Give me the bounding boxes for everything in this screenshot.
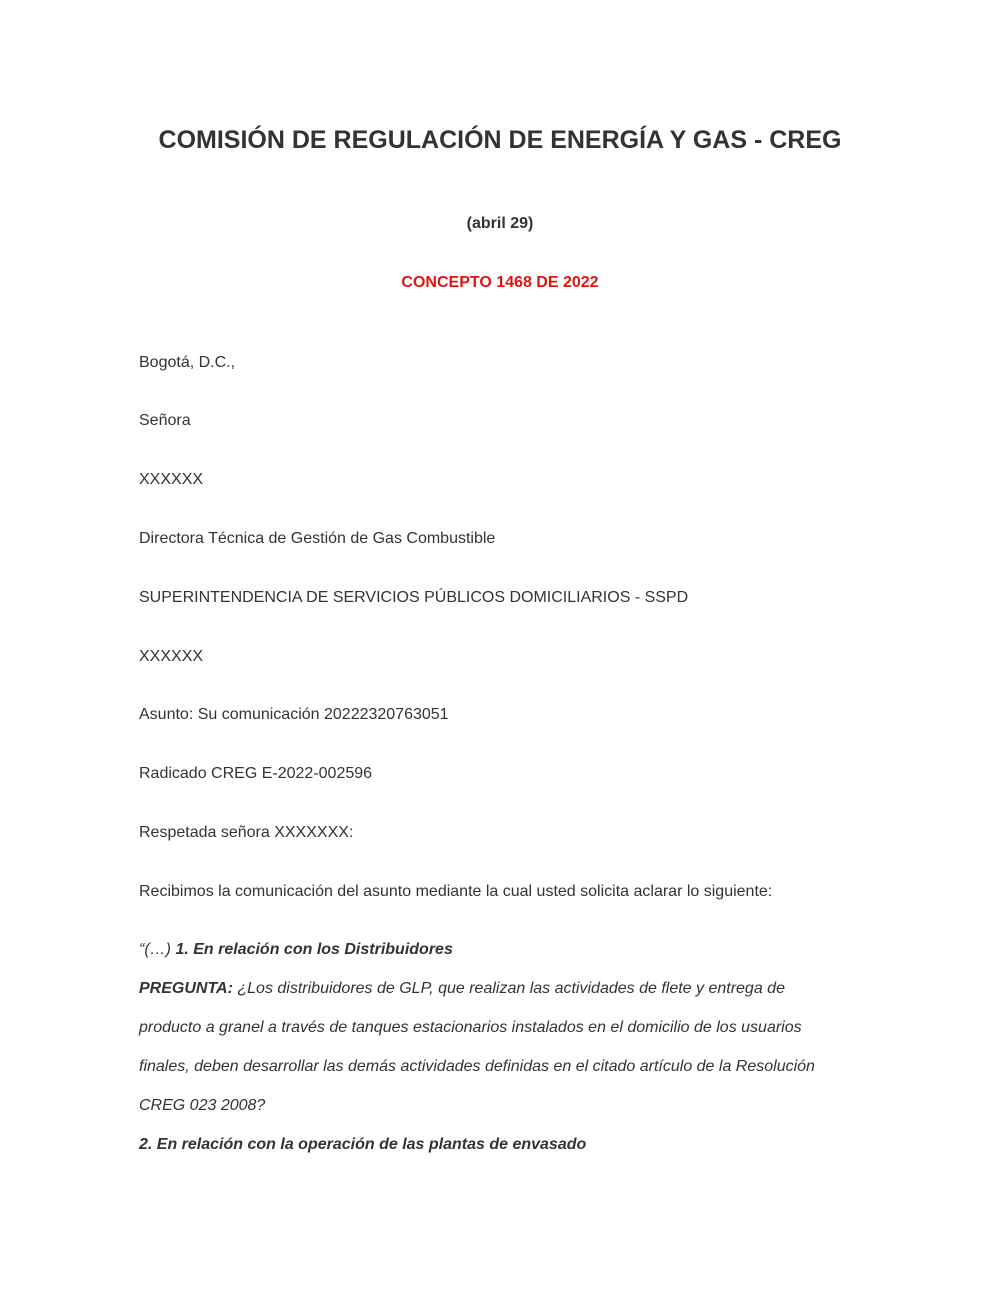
quote-line-1 [139,930,859,969]
question-text-line-4: CREG 023 2008? [139,1097,266,1114]
letter-subject: Asunto: Su comunicación 20222320763051 [139,706,449,723]
recipient-name: XXXXXX [139,471,204,488]
section-2-heading: 2. En relación con la operación de las plantas de envasado [139,1136,587,1153]
question-label: PREGUNTA: [139,980,233,997]
quoted-request [139,930,859,1164]
question-text-line-1: ¿Los distribuidores de GLP, que realizan las actividades de flete y entrega de [232,980,785,997]
recipient-salutation-title: Señora [139,412,191,429]
concept-number: CONCEPTO 1468 DE 2022 [401,274,599,291]
quote-line-2 [139,969,859,1008]
document-title: COMISIÓN DE REGULACIÓN DE ENERGÍA Y GAS - CREG [158,126,842,154]
quote-line-6 [139,1125,859,1164]
letter-city: Bogotá, D.C., [139,354,236,371]
recipient-address: XXXXXX [139,648,204,665]
recipient-organization: SUPERINTENDENCIA DE SERVICIOS PÚBLICOS DOMICILIARIOS - SSPD [139,589,689,606]
quote-opening: “(…) [139,941,176,958]
letter-intro: Recibimos la comunicación del asunto mediante la cual usted solicita aclarar lo siguiente: [139,883,773,900]
letter-radicado: Radicado CREG E-2022-002596 [139,765,373,782]
document-date: (abril 29) [466,215,534,232]
letter-greeting: Respetada señora XXXXXXX: [139,824,354,841]
question-text-line-3: finales, deben desarrollar las demás actividades definidas en el citado artículo de la Resolución [139,1058,815,1075]
recipient-role: Directora Técnica de Gestión de Gas Combustible [139,530,496,547]
question-text-line-2: producto a granel a través de tanques estacionarios instalados en el domicilio de los usuarios [139,1019,802,1036]
section-1-heading: 1. En relación con los Distribuidores [175,941,453,958]
